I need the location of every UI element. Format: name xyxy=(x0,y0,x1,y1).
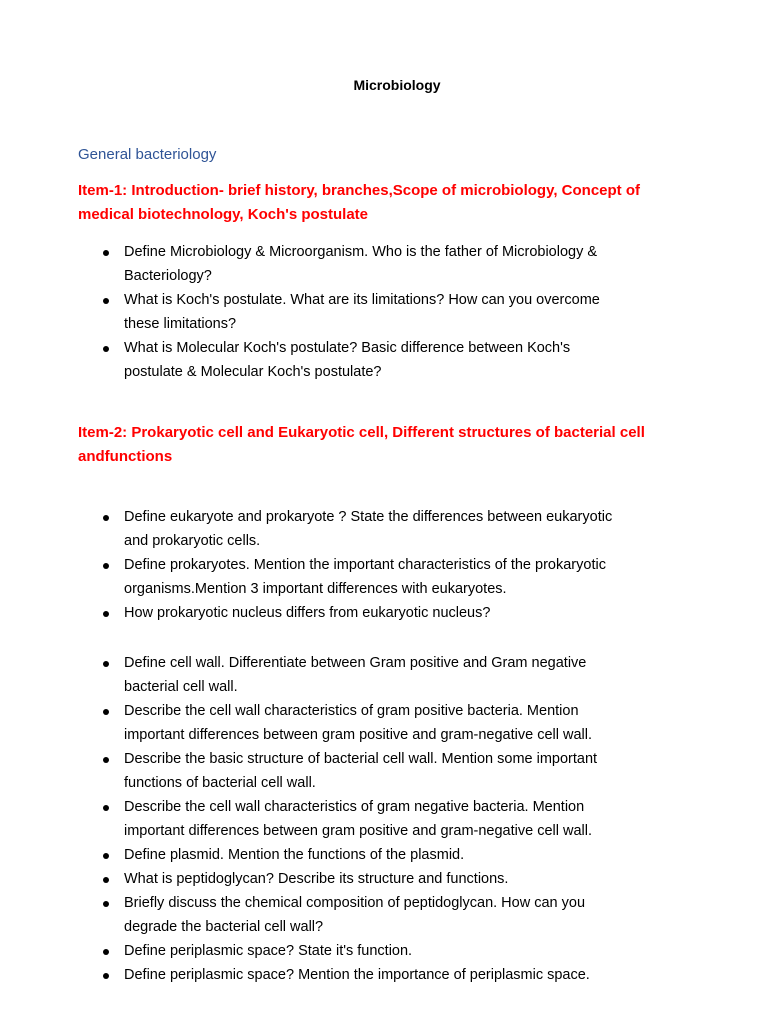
item-1-question-list xyxy=(0,240,694,384)
list-item: Describe the basic structure of bacterial cell wall. Mention some important functions of bacterial cell wall. xyxy=(0,747,694,795)
list-item: How prokaryotic nucleus differs from eukaryotic nucleus? xyxy=(0,601,694,625)
item-1-heading xyxy=(78,179,698,227)
list-item: Define periplasmic space? State it's function. xyxy=(0,939,694,963)
bullet-icon xyxy=(103,298,109,304)
bullet-icon xyxy=(103,973,109,979)
item-2-question-list-1 xyxy=(0,505,694,625)
bullet-icon xyxy=(103,853,109,859)
list-item: Define periplasmic space? Mention the importance of periplasmic space. xyxy=(0,963,694,987)
bullet-icon xyxy=(103,515,109,521)
list-item: Define prokaryotes. Mention the important characteristics of the prokaryotic organisms.Mention 3 important differences with eukaryotes. xyxy=(0,553,694,601)
list-item: Define Microbiology & Microorganism. Who is the father of Microbiology & Bacteriology? xyxy=(0,240,694,288)
item-1-heading-line: medical biotechnology, Koch's postulate xyxy=(78,206,368,223)
list-item: Define plasmid. Mention the functions of the plasmid. xyxy=(0,843,694,867)
list-item: What is Molecular Koch's postulate? Basic difference between Koch's postulate & Molecular Koch's postulate? xyxy=(0,336,694,384)
item-2-question-list-2 xyxy=(0,651,694,987)
section-heading: General bacteriology xyxy=(78,146,217,163)
bullet-icon xyxy=(103,757,109,763)
document-title: Microbiology xyxy=(353,77,441,93)
list-item: What is peptidoglycan? Describe its structure and functions. xyxy=(0,867,694,891)
bullet-icon xyxy=(103,901,109,907)
item-2-heading-line: andfunctions xyxy=(78,448,173,465)
item-2-heading xyxy=(78,421,698,469)
list-item: Describe the cell wall characteristics of gram negative bacteria. Mention important differences between gram positive and gram-negative cell wall. xyxy=(0,795,694,843)
item-1-heading-line: Item-1: Introduction- brief history, branches,Scope of microbiology, Concept of xyxy=(78,182,640,199)
bullet-icon xyxy=(103,563,109,569)
bullet-icon xyxy=(103,250,109,256)
bullet-icon xyxy=(103,346,109,352)
bullet-icon xyxy=(103,611,109,617)
item-2-heading-line: Item-2: Prokaryotic cell and Eukaryotic cell, Different structures of bacterial cell xyxy=(78,424,645,441)
bullet-icon xyxy=(103,661,109,667)
list-item: Briefly discuss the chemical composition of peptidoglycan. How can you degrade the bacterial cell wall? xyxy=(0,891,694,939)
bullet-icon xyxy=(103,709,109,715)
list-item: Define eukaryote and prokaryote ? State the differences between eukaryotic and prokaryotic cells. xyxy=(0,505,694,553)
list-item: Describe the cell wall characteristics of gram positive bacteria. Mention important differences between gram positive and gram-negative cell wall. xyxy=(0,699,694,747)
bullet-icon xyxy=(103,805,109,811)
bullet-icon xyxy=(103,877,109,883)
list-item: Define cell wall. Differentiate between Gram positive and Gram negative bacterial cell wall. xyxy=(0,651,694,699)
list-item: What is Koch's postulate. What are its limitations? How can you overcome these limitations? xyxy=(0,288,694,336)
bullet-icon xyxy=(103,949,109,955)
